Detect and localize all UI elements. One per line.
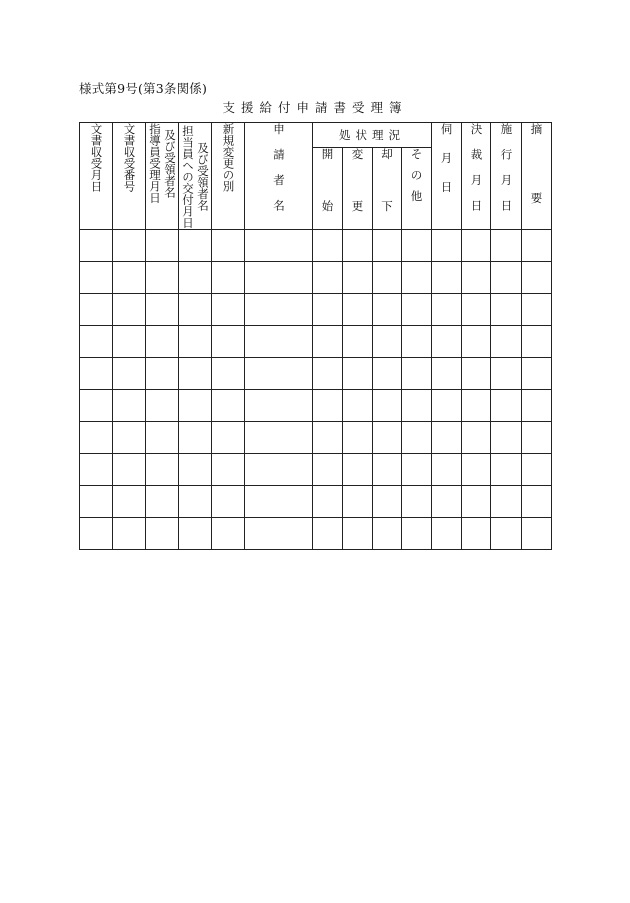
table-cell[interactable] <box>373 390 402 422</box>
table-cell[interactable] <box>402 230 432 262</box>
table-cell[interactable] <box>432 358 462 390</box>
table-cell[interactable] <box>373 262 402 294</box>
table-cell[interactable] <box>313 486 343 518</box>
table-row <box>80 262 552 294</box>
table-cell[interactable] <box>245 518 313 550</box>
table-row <box>80 422 552 454</box>
table-cell[interactable] <box>212 358 245 390</box>
header-new-change: 新規変更の別 <box>212 123 245 230</box>
table-cell[interactable] <box>343 486 373 518</box>
table-cell[interactable] <box>113 518 146 550</box>
table-cell[interactable] <box>80 326 113 358</box>
table-cell[interactable] <box>179 262 212 294</box>
header-decision-date: 決裁月日 <box>462 123 491 230</box>
table-cell[interactable] <box>245 486 313 518</box>
table-cell[interactable] <box>212 294 245 326</box>
table-cell[interactable] <box>245 262 313 294</box>
table-cell[interactable] <box>491 518 522 550</box>
table-cell[interactable] <box>402 518 432 550</box>
table-cell[interactable] <box>373 486 402 518</box>
table-cell[interactable] <box>113 294 146 326</box>
table-cell[interactable] <box>245 230 313 262</box>
table-cell[interactable] <box>80 422 113 454</box>
table-cell[interactable] <box>491 358 522 390</box>
table-cell[interactable] <box>491 262 522 294</box>
table-cell[interactable] <box>179 518 212 550</box>
table-cell[interactable] <box>179 326 212 358</box>
table-cell[interactable] <box>313 454 343 486</box>
table-cell[interactable] <box>179 454 212 486</box>
table-cell[interactable] <box>462 518 491 550</box>
table-cell[interactable] <box>146 422 179 454</box>
table-cell[interactable] <box>462 262 491 294</box>
table-cell[interactable] <box>80 262 113 294</box>
table-cell[interactable] <box>212 390 245 422</box>
table-cell[interactable] <box>313 358 343 390</box>
table-cell[interactable] <box>462 454 491 486</box>
table-cell[interactable] <box>212 486 245 518</box>
table-cell[interactable] <box>402 390 432 422</box>
table-cell[interactable] <box>245 422 313 454</box>
table-cell[interactable] <box>146 454 179 486</box>
table-cell[interactable] <box>343 390 373 422</box>
table-cell[interactable] <box>179 294 212 326</box>
table-cell[interactable] <box>343 230 373 262</box>
table-cell[interactable] <box>113 262 146 294</box>
table-cell[interactable] <box>113 422 146 454</box>
table-cell[interactable] <box>179 390 212 422</box>
table-cell[interactable] <box>462 390 491 422</box>
table-cell[interactable] <box>432 230 462 262</box>
table-cell[interactable] <box>80 486 113 518</box>
table-cell[interactable] <box>343 262 373 294</box>
table-cell[interactable] <box>373 358 402 390</box>
table-row <box>80 518 552 550</box>
table-cell[interactable] <box>146 518 179 550</box>
table-cell[interactable] <box>113 390 146 422</box>
table-cell[interactable] <box>491 294 522 326</box>
table-cell[interactable] <box>113 454 146 486</box>
table-cell[interactable] <box>402 294 432 326</box>
table-cell[interactable] <box>212 518 245 550</box>
table-row <box>80 294 552 326</box>
table-cell[interactable] <box>432 262 462 294</box>
table-cell[interactable] <box>343 454 373 486</box>
header-status-other: そ の 他 <box>402 148 432 230</box>
table-cell[interactable] <box>245 454 313 486</box>
table-cell[interactable] <box>113 326 146 358</box>
header-status-start: 開 始 <box>313 148 343 230</box>
table-cell[interactable] <box>146 390 179 422</box>
table-cell[interactable] <box>402 422 432 454</box>
table-cell[interactable] <box>491 486 522 518</box>
header-received-number: 文書収受番号 <box>113 123 146 230</box>
table-cell[interactable] <box>179 422 212 454</box>
table-cell[interactable] <box>80 294 113 326</box>
table-cell[interactable] <box>402 486 432 518</box>
table-cell[interactable] <box>522 230 552 262</box>
table-cell[interactable] <box>522 486 552 518</box>
table-row <box>80 326 552 358</box>
table-cell[interactable] <box>343 422 373 454</box>
table-cell[interactable] <box>402 358 432 390</box>
table-cell[interactable] <box>522 294 552 326</box>
table-cell[interactable] <box>245 294 313 326</box>
table-cell[interactable] <box>343 326 373 358</box>
header-enforcement-date: 施行月日 <box>491 123 522 230</box>
table-cell[interactable] <box>432 294 462 326</box>
header-received-date: 文書収受月日 <box>80 123 113 230</box>
header-status-reject: 却 下 <box>373 148 402 230</box>
table-cell[interactable] <box>212 326 245 358</box>
header-status-change: 変 更 <box>343 148 373 230</box>
table-cell[interactable] <box>373 454 402 486</box>
table-cell[interactable] <box>491 230 522 262</box>
table-cell[interactable] <box>313 262 343 294</box>
table-cell[interactable] <box>522 422 552 454</box>
table-cell[interactable] <box>491 390 522 422</box>
table-cell[interactable] <box>522 358 552 390</box>
header-remarks: 摘 要 <box>522 123 552 230</box>
table-cell[interactable] <box>373 326 402 358</box>
header-delivery-date: 及び受領者名 担当員への交付月日 <box>179 123 212 230</box>
table-cell[interactable] <box>313 326 343 358</box>
table-cell[interactable] <box>179 486 212 518</box>
table-cell[interactable] <box>462 294 491 326</box>
table-cell[interactable] <box>522 454 552 486</box>
register-table <box>79 122 552 550</box>
table-cell[interactable] <box>373 294 402 326</box>
header-inquiry-date: 伺 月 日 <box>432 123 462 230</box>
table-cell[interactable] <box>146 326 179 358</box>
table-cell[interactable] <box>432 518 462 550</box>
table-cell[interactable] <box>432 486 462 518</box>
table-row <box>80 390 552 422</box>
table-cell[interactable] <box>212 454 245 486</box>
table-cell[interactable] <box>212 230 245 262</box>
table-cell[interactable] <box>245 326 313 358</box>
table-cell[interactable] <box>146 294 179 326</box>
header-applicant-name: 申請者名 <box>245 123 313 230</box>
table-cell[interactable] <box>113 358 146 390</box>
table-cell[interactable] <box>432 454 462 486</box>
table-cell[interactable] <box>212 262 245 294</box>
table-cell[interactable] <box>491 454 522 486</box>
table-cell[interactable] <box>313 294 343 326</box>
table-cell[interactable] <box>432 422 462 454</box>
table-cell[interactable] <box>313 518 343 550</box>
table-cell[interactable] <box>462 422 491 454</box>
table-cell[interactable] <box>245 390 313 422</box>
table-cell[interactable] <box>522 326 552 358</box>
table-cell[interactable] <box>462 358 491 390</box>
table-cell[interactable] <box>146 358 179 390</box>
table-cell[interactable] <box>146 486 179 518</box>
table-cell[interactable] <box>402 262 432 294</box>
form-number: 様式第9号(第3条関係) <box>79 81 208 96</box>
table-cell[interactable] <box>491 422 522 454</box>
register-body <box>80 230 552 550</box>
header-processing-status: 処状理況 <box>313 123 432 148</box>
table-cell[interactable] <box>146 230 179 262</box>
table-cell[interactable] <box>491 326 522 358</box>
table-row <box>80 358 552 390</box>
form-title: 支援給付申請書受理簿 <box>222 100 408 115</box>
table-cell[interactable] <box>522 518 552 550</box>
table-cell[interactable] <box>373 230 402 262</box>
table-cell[interactable] <box>245 358 313 390</box>
table-cell[interactable] <box>462 230 491 262</box>
table-cell[interactable] <box>343 294 373 326</box>
table-cell[interactable] <box>462 326 491 358</box>
table-cell[interactable] <box>80 454 113 486</box>
table-cell[interactable] <box>373 518 402 550</box>
table-cell[interactable] <box>402 454 432 486</box>
table-cell[interactable] <box>80 390 113 422</box>
table-cell[interactable] <box>313 230 343 262</box>
table-cell[interactable] <box>432 390 462 422</box>
table-cell[interactable] <box>343 518 373 550</box>
table-row <box>80 486 552 518</box>
table-cell[interactable] <box>522 262 552 294</box>
header-guidance-received: 及び受領者名 指導員受理月日 <box>146 123 179 230</box>
table-cell[interactable] <box>343 358 373 390</box>
table-cell[interactable] <box>522 390 552 422</box>
table-cell[interactable] <box>212 422 245 454</box>
table-cell[interactable] <box>179 230 212 262</box>
table-cell[interactable] <box>80 230 113 262</box>
table-cell[interactable] <box>113 486 146 518</box>
table-row <box>80 454 552 486</box>
table-cell[interactable] <box>373 422 402 454</box>
table-row <box>80 230 552 262</box>
table-cell[interactable] <box>313 390 343 422</box>
table-cell[interactable] <box>80 358 113 390</box>
table-cell[interactable] <box>113 230 146 262</box>
table-cell[interactable] <box>432 326 462 358</box>
table-cell[interactable] <box>313 422 343 454</box>
table-cell[interactable] <box>146 262 179 294</box>
table-cell[interactable] <box>402 326 432 358</box>
table-cell[interactable] <box>462 486 491 518</box>
table-cell[interactable] <box>179 358 212 390</box>
table-cell[interactable] <box>80 518 113 550</box>
